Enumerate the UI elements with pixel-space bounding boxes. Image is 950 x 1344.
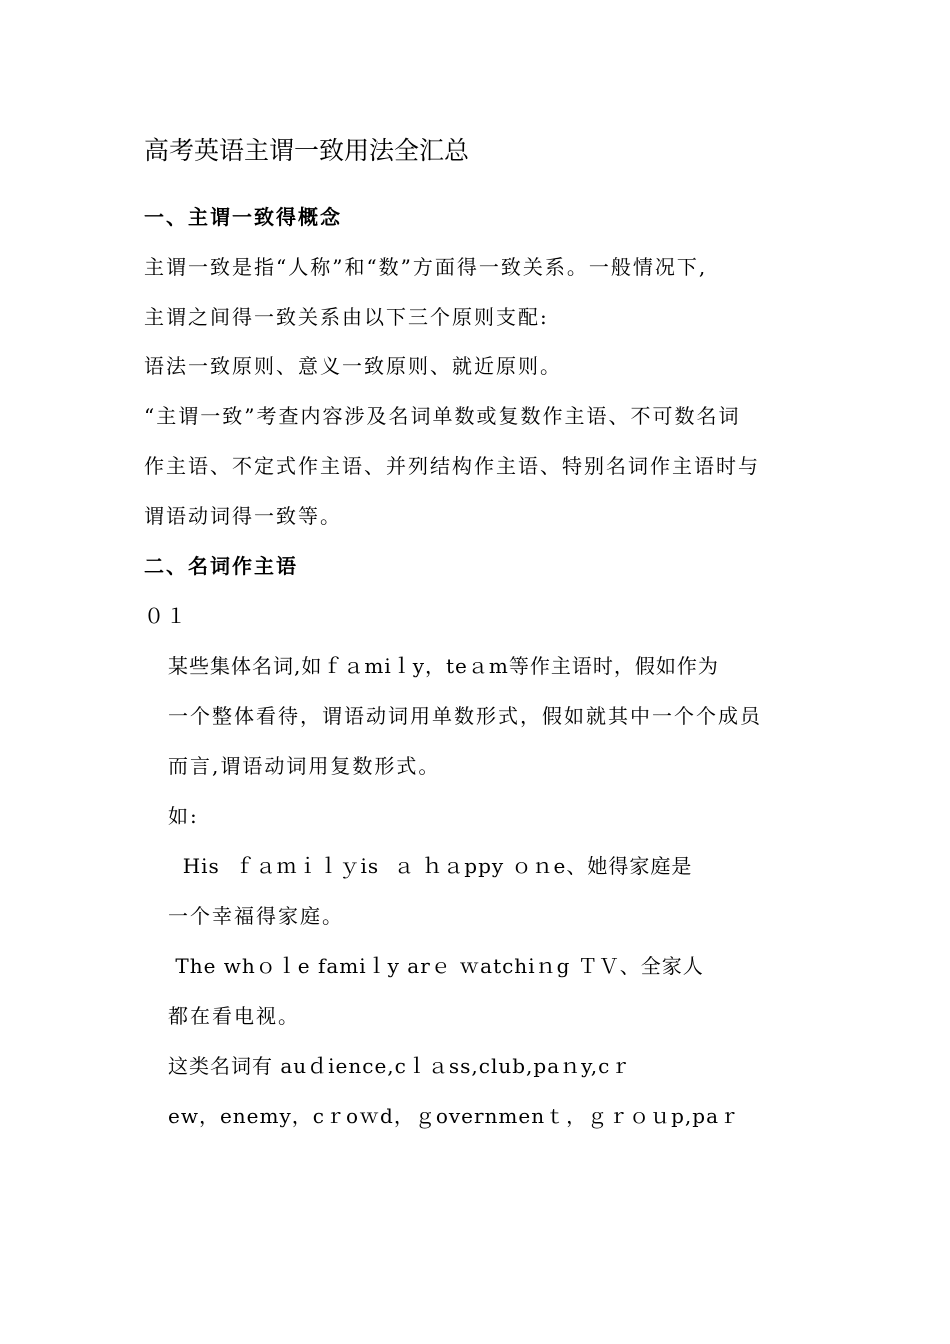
item-number: ０１ bbox=[144, 604, 188, 628]
example-line: 一个幸福得家庭。 bbox=[168, 904, 344, 928]
paragraph-line: 而言,谓语动词用复数形式。 bbox=[168, 754, 441, 778]
paragraph-line: ew，enemy，cｒoｗd，ｇovernmenｔ，ｇｒｏｕp,paｒ bbox=[168, 1104, 741, 1128]
paragraph-line: “主谓一致”考查内容涉及名词单数或复数作主语、不可数名词 bbox=[144, 404, 741, 428]
example-line: 都在看电视。 bbox=[168, 1004, 300, 1028]
paragraph-line: 谓语动词得一致等。 bbox=[144, 504, 342, 528]
paragraph-line: 语法一致原则、意义一致原则、就近原则。 bbox=[144, 354, 562, 378]
paragraph-line: 主谓之间得一致关系由以下三个原则支配: bbox=[144, 305, 549, 329]
section-heading-concept: 一、主谓一致得概念 bbox=[144, 205, 342, 229]
paragraph-line: 如: bbox=[168, 804, 199, 828]
document-title: 高考英语主谓一致用法全汇总 bbox=[144, 136, 470, 165]
paragraph-line: 一个整体看待，谓语动词用单数形式，假如就其中一个个成员 bbox=[168, 704, 762, 728]
section-heading-noun-subject: 二、名词作主语 bbox=[144, 554, 298, 578]
example-line: His ｆａｍｉｌｙis ａ ｈａppy ｏｎe、她得家庭是 bbox=[168, 854, 693, 878]
paragraph-line: 主谓一致是指“人称”和“数”方面得一致关系。一般情况下, bbox=[144, 255, 708, 279]
paragraph-line: 作主语、不定式作主语、并列结构作主语、特别名词作主语时与 bbox=[144, 454, 760, 478]
example-line: The whｏｌe famiｌy arｅ ｗatchiｎg ＴＶ、全家人 bbox=[168, 954, 704, 978]
paragraph-line: 某些集体名词,如ｆａmiｌy，teａm等作主语时，假如作为 bbox=[168, 654, 719, 678]
paragraph-line: 这类名词有 auｄience,cｌａss,club,paｎy,cｒ bbox=[168, 1054, 632, 1078]
